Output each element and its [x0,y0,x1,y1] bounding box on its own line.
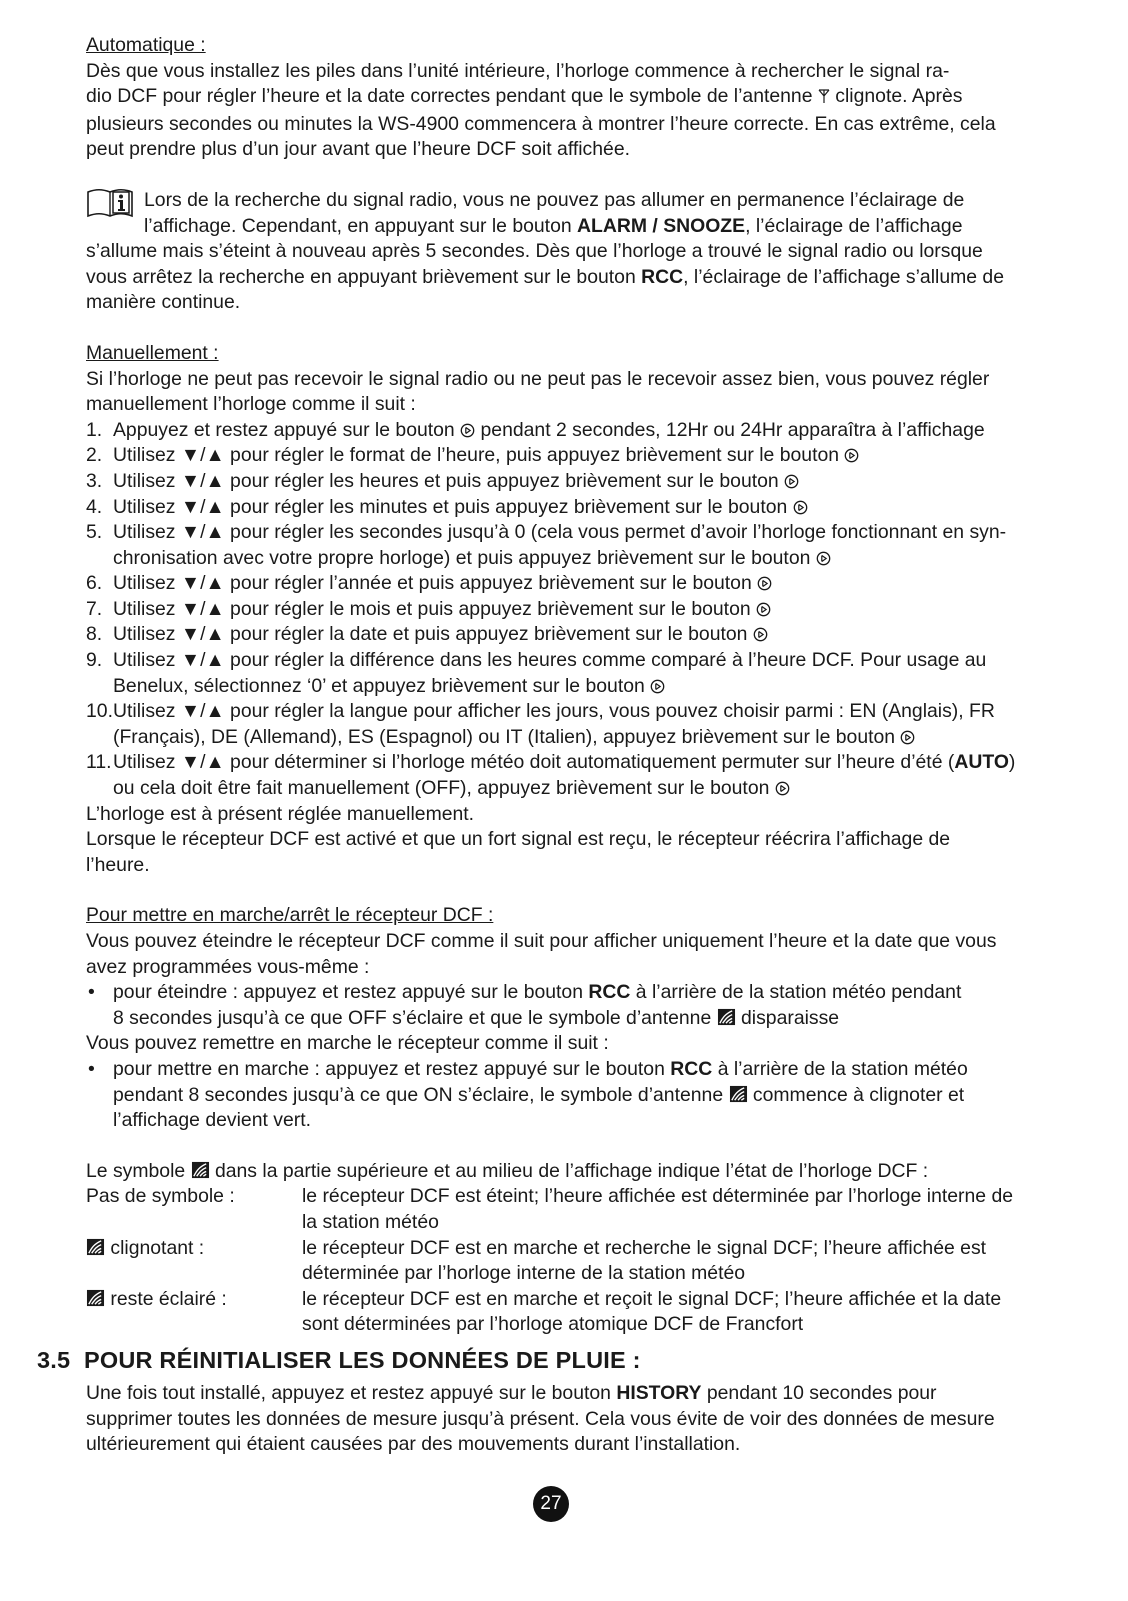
list-item: 1. Appuyez et restez appuyé sur le bouton pendant 2 secondes, 12Hr ou 24Hr apparaîtra à l’affichage [86,418,985,441]
set-button-icon [844,448,859,463]
section-line-1: Une fois tout installé, appuyez et restez appuyé sur le bouton HISTORY pendant 10 secondes pour [86,1382,937,1404]
list-item: 3. Utilisez ▼/▲ pour régler les heures et puis appuyez brièvement sur le bouton [86,469,1086,495]
info-note [86,188,1086,316]
manual-steps-list [86,418,1086,802]
symbol-row-text: le récepteur DCF est en marche et reçoit le signal DCF; l’heure affichée et la date sont déterminées par l’horloge atomique DCF de Francfort [302,1287,1002,1336]
manual-after-1: L’horloge est à présent réglée manuellement. [86,802,475,825]
section-heading: 3.5 POUR RÉINITIALISER LES DONNÉES DE PLUIE : [37,1347,641,1373]
dcf-heading: Pour mettre en marche/arrêt le récepteur DCF : [86,904,494,927]
auto-heading: Automatique : [86,34,206,56]
dcf-off-list [86,980,1086,1031]
section-line-2: supprimer toutes les données de mesure jusqu’à présent. Cela vous évite de voir des données de mesure [86,1407,995,1430]
manual-heading: Manuellement : [86,341,219,364]
symbol-row-label: Pas de symbole : [86,1185,235,1208]
set-button-icon [793,500,808,515]
set-button-icon [900,730,915,745]
dcf-intro-1: Vous pouvez éteindre le récepteur DCF comme il suit pour afficher uniquement l’heure et la date que vous [86,930,997,952]
antenna-icon [818,86,830,112]
dcf-signal-icon [729,1085,748,1103]
set-button-icon [650,679,665,694]
set-button-icon [460,423,475,438]
auto-line-1: Dès que vous installez les piles dans l’unité intérieure, l’horloge commence à rechercher le signal ra- [86,59,950,82]
dcf-mid: Vous pouvez remettre en marche le récepteur comme il suit : [86,1032,609,1055]
dcf-signal-icon [86,1238,105,1256]
section-body [86,1381,1086,1458]
symbol-table [86,1184,1086,1338]
info-line-2: l’affichage. Cependant, en appuyant sur le bouton ALARM / SNOOZE, l’éclairage de l’affichage [144,214,963,237]
symbol-row-text: le récepteur DCF est éteint; l’heure affichée est déterminée par l’horloge interne de la station météo [302,1185,1014,1233]
list-item: 2. Utilisez ▼/▲ pour régler le format de l’heure, puis appuyez brièvement sur le bouton [86,443,1086,469]
page-number: 27 [533,1486,569,1522]
page-body [86,33,1086,1338]
list-item: 10. Utilisez ▼/▲ pour régler la langue pour afficher les jours, vous pouvez choisir parmi : EN (Anglais), FR (Français), DE (Allemand), ES (Espagnol) ou IT (Italien), appuyez brièvement sur le bouton [86,700,995,748]
manual-intro-2: manuellement l’horloge comme il suit : [86,393,416,416]
info-line-5: manière continue. [86,291,241,314]
symbol-row-text: le récepteur DCF est en marche et recherche le signal DCF; l’heure affichée est déterminée par l’horloge interne de la station météo [302,1236,987,1285]
dcf-signal-icon [86,1289,105,1307]
list-item: 9. Utilisez ▼/▲ pour régler la différence dans les heures comme comparé à l’heure DCF. Pour usage au Benelux, sélectionnez ‘0’ et appuyez brièvement sur le bouton [86,649,987,697]
symbol-intro: Le symbole dans la partie supérieure et au milieu de l’affichage indique l’état de l’horloge DCF : [86,1159,929,1182]
set-button-icon [757,576,772,591]
info-line-4: vous arrêtez la recherche en appuyant brièvement sur le bouton RCC, l’éclairage de l’affichage s’allume de [86,265,1004,288]
symbol-row-label: reste éclairé : [86,1287,302,1338]
list-item: 4. Utilisez ▼/▲ pour régler les minutes et puis appuyez brièvement sur le bouton [86,495,1086,521]
list-item: 7. Utilisez ▼/▲ pour régler le mois et puis appuyez brièvement sur le bouton [86,597,1086,623]
info-line-3: s’allume mais s’éteint à nouveau après 5 secondes. Dès que l’horloge a trouvé le signal radio ou lorsque [86,240,983,263]
dcf-intro-2: avez programmées vous-même : [86,955,370,978]
dcf-on-list [86,1057,1086,1134]
set-button-icon [784,474,799,489]
set-button-icon [816,551,831,566]
manual-after-3: l’heure. [86,853,150,876]
set-button-icon [775,781,790,796]
list-item: 5. Utilisez ▼/▲ pour régler les secondes jusqu’à 0 (cela vous permet d’avoir l’horloge fonctionnant en syn- chronisation avec votre propre horloge) et puis appuyez brièvement sur le bouton [86,521,1007,569]
set-button-icon [756,602,771,617]
section-line-3: ultérieurement qui étaient causées par des mouvements durant l’installation. [86,1433,741,1456]
auto-line-3: plusieurs secondes ou minutes la WS-4900 commencera à montrer l’heure correcte. En cas extrême, cela [86,112,996,135]
list-item: 8. Utilisez ▼/▲ pour régler la date et puis appuyez brièvement sur le bouton [86,622,1086,648]
symbol-row-label: clignotant : [86,1236,302,1287]
auto-line-4: peut prendre plus d’un jour avant que l’heure DCF soit affichée. [86,138,630,161]
list-item: • pour mettre en marche : appuyez et restez appuyé sur le bouton RCC à l’arrière de la station météo pendant 8 secondes jusqu’à ce que ON s’éclaire, le symbole d’antenne commence à clignoter et l’affichage devient vert. [88,1057,968,1132]
auto-line-2: dio DCF pour régler l’heure et la date correctes pendant que le symbole de l’antenne clignote. Après [86,84,1086,112]
list-item: • pour éteindre : appuyez et restez appuyé sur le bouton RCC à l’arrière de la station météo pendant 8 secondes jusqu’à ce que OFF s’éclaire et que le symbole d’antenne disparaisse [88,981,962,1029]
info-line-1: Lors de la recherche du signal radio, vous ne pouvez pas allumer en permanence l’éclairage de [144,188,965,211]
set-button-icon [753,627,768,642]
info-book-icon [86,188,138,222]
dcf-signal-icon [717,1008,736,1026]
list-item: 6. Utilisez ▼/▲ pour régler l’année et puis appuyez brièvement sur le bouton [86,571,1086,597]
list-item: 11. Utilisez ▼/▲ pour déterminer si l’horloge météo doit automatiquement permuter sur l’heure d’été (AUTO) ou cela doit être fait manuellement (OFF), appuyez brièvement sur le bouton [86,751,1016,800]
manual-after-2: Lorsque le récepteur DCF est activé et que un fort signal est reçu, le récepteur réécrira l’affichage de [86,828,951,851]
manual-intro-1: Si l’horloge ne peut pas recevoir le signal radio ou ne peut pas le recevoir assez bien, vous pouvez régler [86,367,990,390]
dcf-signal-icon [191,1161,210,1179]
